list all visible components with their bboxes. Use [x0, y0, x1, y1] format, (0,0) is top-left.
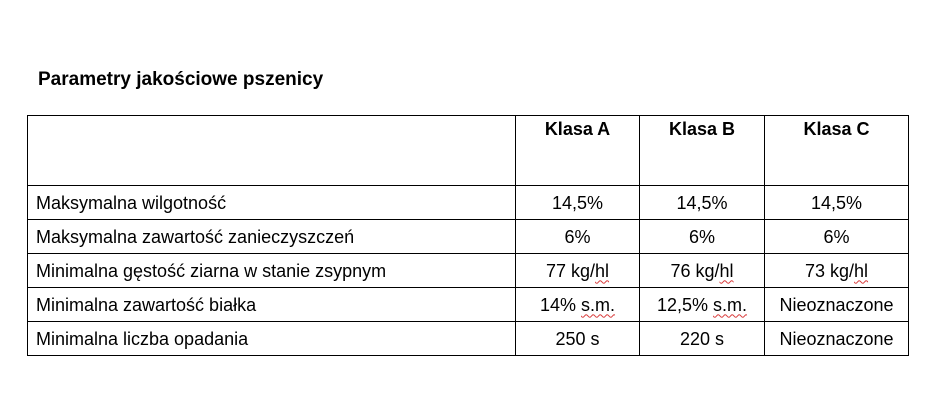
cell-impurities-a: [516, 220, 640, 254]
cell-moisture-a: [516, 186, 640, 220]
cell-value: 6%: [688, 226, 715, 247]
cell-density-a: [516, 254, 640, 288]
table-row: [28, 254, 909, 288]
cell-value: 77 kg/: [545, 260, 596, 281]
header-klasa-c: Klasa C: [765, 116, 909, 186]
page-title: Parametry jakościowe pszenicy: [38, 69, 324, 90]
cell-impurities-c: [765, 220, 909, 254]
table-row: [28, 322, 909, 356]
cell-falling-number-a: [516, 322, 640, 356]
cell-value: 14,5%: [551, 192, 604, 213]
table-row: [28, 186, 909, 220]
cell-value: 6%: [564, 226, 591, 247]
cell-protein-c: [765, 288, 909, 322]
spellcheck-flagged-text: s.m.: [581, 294, 616, 315]
spellcheck-flagged-text: hl: [719, 260, 734, 281]
cell-value: 14%: [539, 294, 582, 315]
cell-falling-number-c: [765, 322, 909, 356]
cell-protein-b: [640, 288, 765, 322]
cell-density-c: [765, 254, 909, 288]
row-label-density: Minimalna gęstość ziarna w stanie zsypnym: [28, 254, 516, 288]
cell-value: Nieoznaczone: [779, 328, 894, 349]
cell-value: 14,5%: [810, 192, 863, 213]
cell-value: 220 s: [679, 328, 725, 349]
header-klasa-a: Klasa A: [516, 116, 640, 186]
wheat-quality-table: [27, 115, 909, 356]
table-row: [28, 288, 909, 322]
cell-value: 76 kg/: [670, 260, 720, 281]
spellcheck-flagged-text: hl: [595, 260, 610, 281]
cell-value: 6%: [823, 226, 850, 247]
cell-value: 12,5%: [656, 294, 714, 315]
row-label-protein: Minimalna zawartość białka: [28, 288, 516, 322]
cell-protein-a: [516, 288, 640, 322]
table-row: [28, 220, 909, 254]
row-label-moisture: Maksymalna wilgotność: [28, 186, 516, 220]
header-klasa-b: Klasa B: [640, 116, 765, 186]
cell-value: Nieoznaczone: [779, 294, 894, 315]
cell-density-b: [640, 254, 765, 288]
row-label-impurities: Maksymalna zawartość zanieczyszczeń: [28, 220, 516, 254]
row-label-falling-number: Minimalna liczba opadania: [28, 322, 516, 356]
cell-moisture-b: [640, 186, 765, 220]
cell-value: 14,5%: [676, 192, 728, 213]
cell-value: 73 kg/: [804, 260, 855, 281]
spellcheck-flagged-text: s.m.: [713, 294, 748, 315]
cell-moisture-c: [765, 186, 909, 220]
spellcheck-flagged-text: hl: [854, 260, 869, 281]
cell-impurities-b: [640, 220, 765, 254]
cell-value: 250 s: [555, 328, 600, 349]
header-empty-cell: [28, 116, 516, 186]
table-header-row: [28, 116, 909, 186]
cell-falling-number-b: [640, 322, 765, 356]
